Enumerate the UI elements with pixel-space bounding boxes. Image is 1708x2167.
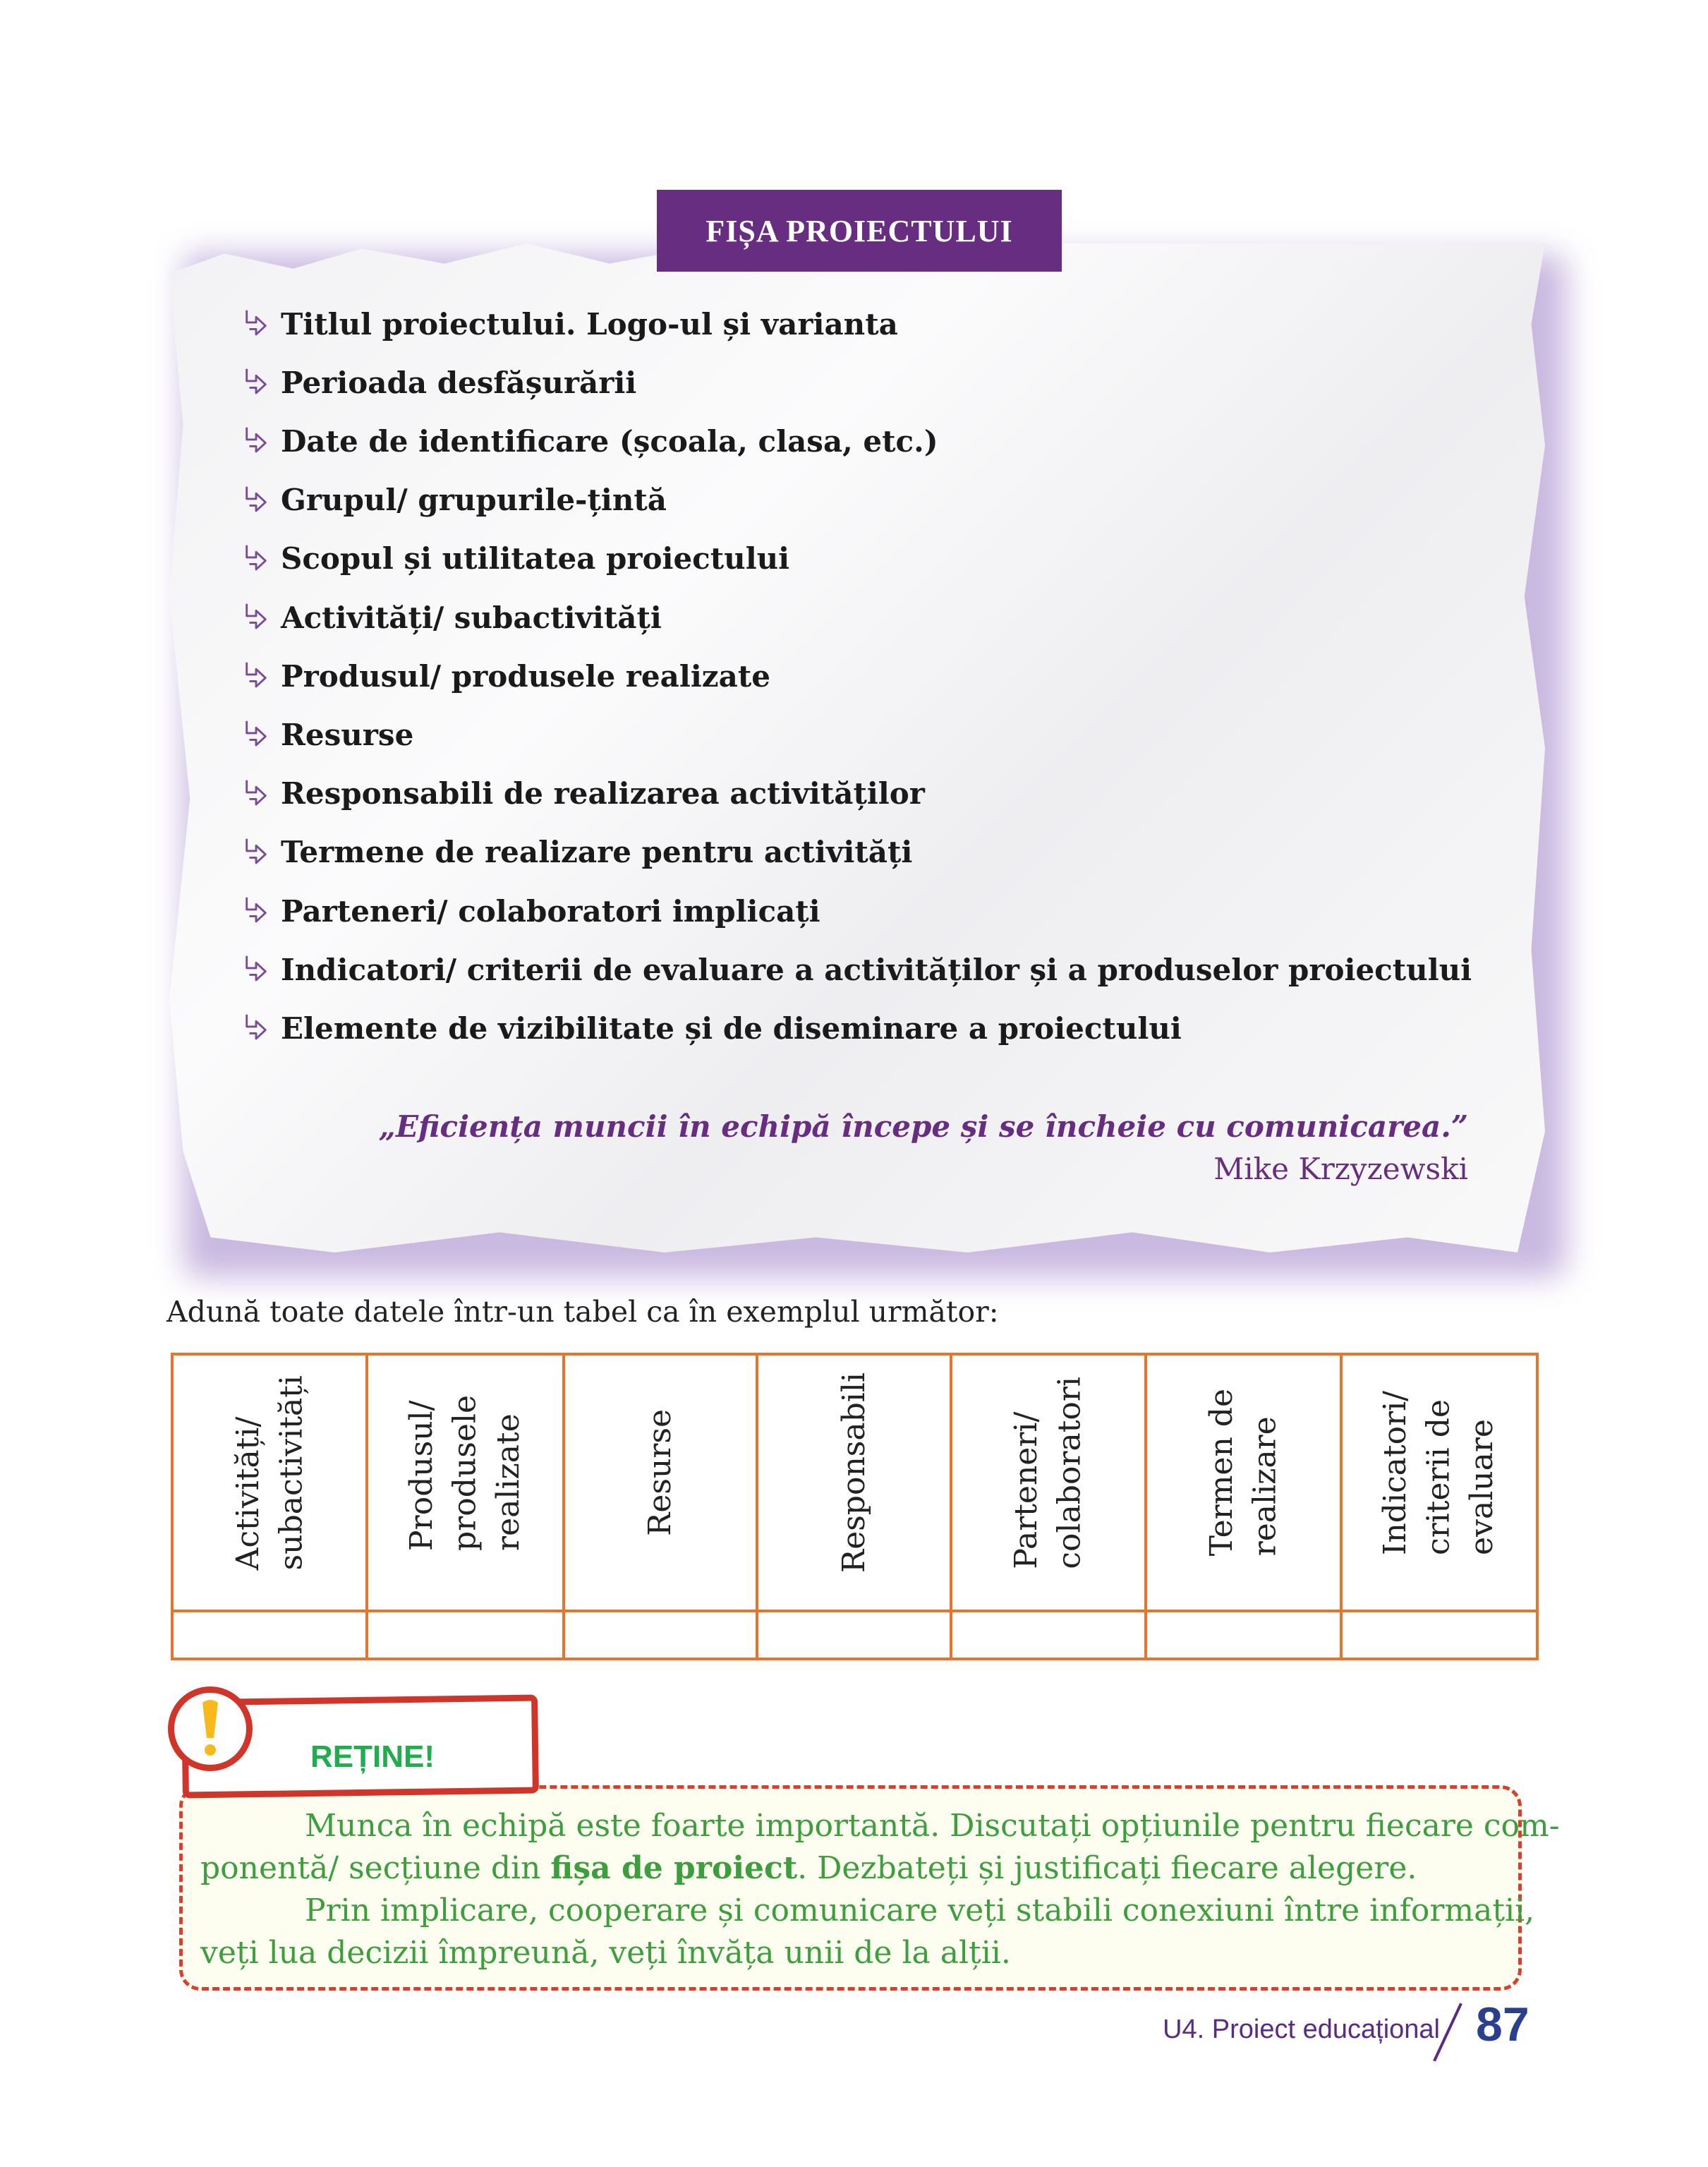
table-intro: Adună toate datele într-un tabel ca în exemplul următor: xyxy=(166,1295,999,1329)
note-bold-term: fișa de proiect xyxy=(550,1850,798,1886)
table-header-label xyxy=(226,1375,313,1570)
arrow-icon xyxy=(243,368,271,397)
quote-author: Mike Krzyzewski xyxy=(1213,1152,1468,1186)
table-header-label xyxy=(400,1395,531,1551)
arrow-icon xyxy=(243,838,271,867)
arrow-icon xyxy=(243,427,271,455)
header-line: Termen de xyxy=(1203,1389,1240,1557)
checklist-item-label: Titlul proiectului. Logo-ul și varianta xyxy=(281,306,898,342)
note-label: REȚINE! xyxy=(310,1739,435,1774)
arrow-icon xyxy=(243,603,271,632)
table-header-cell xyxy=(757,1354,951,1611)
arrow-icon xyxy=(243,780,271,808)
arrow-icon xyxy=(243,486,271,514)
table-empty-cell[interactable] xyxy=(757,1611,951,1659)
checklist-item xyxy=(243,769,925,819)
quote-text: „Eficiența muncii în echipă începe și se încheie cu comunicarea.” xyxy=(378,1109,1468,1144)
table-empty-cell[interactable] xyxy=(172,1611,367,1659)
table-header-label xyxy=(1374,1391,1504,1555)
checklist-item-label: Perioada desfășurării xyxy=(281,365,637,400)
checklist-item-label: Date de identificare (școala, clasa, etc.) xyxy=(281,423,938,459)
checklist-item xyxy=(243,534,789,584)
table-header-cell xyxy=(1341,1354,1537,1611)
note-text: . Dezbateți și justificați fiecare alegere. xyxy=(797,1850,1417,1886)
header-line: produsele xyxy=(447,1394,483,1551)
checklist-item xyxy=(243,299,898,349)
checklist-item-label: Resurse xyxy=(281,717,414,752)
table-empty-cell[interactable] xyxy=(564,1611,758,1659)
note-p2-line1: Prin implicare, cooperare și comunicare veți stabili conexiuni între informații, xyxy=(305,1893,1535,1928)
table-empty-cell[interactable] xyxy=(367,1611,563,1659)
header-line: Indicatori/ xyxy=(1377,1390,1414,1555)
checklist-item-label: Grupul/ grupurile-țintă xyxy=(281,483,667,518)
example-table xyxy=(171,1353,1539,1660)
header-line: Parteneri/ xyxy=(1008,1411,1045,1569)
arrow-icon xyxy=(243,897,271,925)
arrow-icon xyxy=(243,662,271,690)
table-empty-cell[interactable] xyxy=(1146,1611,1340,1659)
checklist-item-label: Elemente de vizibilitate și de diseminare a proiectului xyxy=(281,1010,1182,1046)
table-header-label xyxy=(1005,1377,1091,1569)
checklist-item-label: Parteneri/ colaboratori implicați xyxy=(281,893,820,929)
table-header-cell xyxy=(367,1354,563,1611)
header-line: Produsul/ xyxy=(404,1400,440,1551)
checklist-item-label: Responsabili de realizarea activităților xyxy=(281,776,925,811)
page-number: 87 xyxy=(1476,1998,1530,2051)
header-line: evaluare xyxy=(1464,1418,1501,1555)
header-line: Resurse xyxy=(642,1409,679,1536)
header-line: realizare xyxy=(1247,1416,1283,1557)
exclamation-icon xyxy=(168,1686,253,1771)
checklist-item-label: Produsul/ produsele realizate xyxy=(281,658,770,694)
note-p1-line2 xyxy=(200,1850,1417,1886)
arrow-icon xyxy=(243,955,271,984)
checklist-item xyxy=(243,886,820,936)
header-line: Activități/ xyxy=(229,1416,266,1571)
checklist-item xyxy=(243,828,912,877)
table-header-label xyxy=(638,1409,682,1536)
table-header-label xyxy=(832,1372,876,1573)
arrow-icon xyxy=(243,720,271,749)
footer-section: U4. Proiect educațional xyxy=(1163,2015,1440,2044)
header-line: subactivități xyxy=(273,1375,310,1571)
section-title: FIȘA PROIECTULUI xyxy=(657,190,1062,272)
checklist-item xyxy=(243,476,667,525)
arrow-icon xyxy=(243,545,271,573)
header-line: Responsabili xyxy=(835,1372,872,1573)
table-empty-cell[interactable] xyxy=(951,1611,1146,1659)
table-header-label xyxy=(1200,1389,1287,1556)
arrow-icon xyxy=(243,1014,271,1042)
checklist-item-label: Scopul și utilitatea proiectului xyxy=(281,541,790,577)
note-p1-line1: Munca în echipă este foarte importantă. Discutați opțiunile pentru fiecare com- xyxy=(305,1808,1560,1844)
table-header-cell xyxy=(172,1354,367,1611)
checklist-item xyxy=(243,710,413,759)
checklist-item xyxy=(243,358,636,407)
checklist-item-label: Activități/ subactivități xyxy=(281,600,662,635)
table-header-cell xyxy=(564,1354,758,1611)
table-empty-cell[interactable] xyxy=(1341,1611,1537,1659)
header-line: colaboratori xyxy=(1052,1376,1089,1569)
note-text: ponentă/ secțiune din xyxy=(200,1850,551,1886)
checklist-item-label: Indicatori/ criterii de evaluare a activităților și a produselor proiectului xyxy=(281,952,1472,987)
checklist-item xyxy=(243,416,938,466)
arrow-icon xyxy=(243,310,271,338)
header-line: realizate xyxy=(490,1413,527,1551)
checklist-item xyxy=(243,593,662,642)
table-header-cell xyxy=(951,1354,1146,1611)
header-line: criterii de xyxy=(1421,1399,1458,1555)
note-p2-line2: veți lua decizii împreună, veți învăța unii de la alții. xyxy=(200,1935,1011,1971)
checklist-item xyxy=(243,651,770,701)
table-header-cell xyxy=(1146,1354,1340,1611)
checklist-item xyxy=(243,1003,1182,1053)
checklist-item xyxy=(243,945,1472,994)
checklist-item-label: Termene de realizare pentru activități xyxy=(281,835,913,870)
